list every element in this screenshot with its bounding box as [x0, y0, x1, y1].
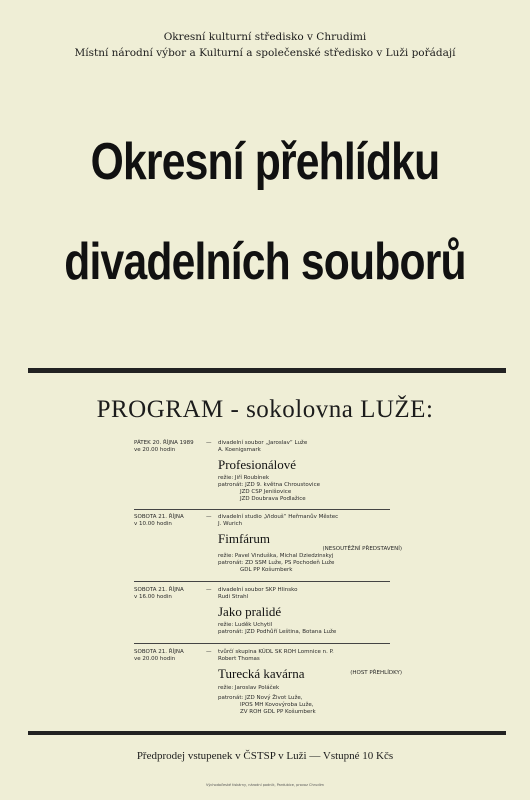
ensemble-name: divadelní soubor „Jaroslav“ Luže	[218, 440, 308, 446]
performance-note: (NESOUTĚŽNÍ PŘEDSTAVENÍ)	[322, 546, 402, 552]
patronage: patronát: JZD Nový Život Luže,	[218, 695, 303, 701]
entry-date: SOBOTA 21. ŘÍJNA ve 20.00 hodin	[134, 649, 184, 662]
patronage: patronát: ZD SSM Luže, PS Pochodeň Luže	[218, 560, 335, 566]
organizer-line-1: Okresní kulturní středisko v Chrudimi	[163, 31, 367, 43]
dash: —	[206, 514, 212, 520]
ensemble-name: divadelní soubor SKP Hlinsko	[218, 587, 298, 593]
director: režie: Jaroslav Poláček	[218, 685, 280, 691]
entry-date: PÁTEK 20. ŘÍJNA 1989 ve 20.00 hodin	[134, 440, 194, 453]
director: režie: Pavel Vinduška, Michal Dziedzinskyj	[218, 553, 334, 559]
poster-title-line-1: Okresní přehlídku	[90, 133, 440, 191]
author: A. Koenigsmark	[218, 447, 261, 453]
entry-body	[218, 514, 402, 574]
director: režie: Jiří Roubínek	[218, 475, 270, 481]
author: J. Wurich	[218, 521, 243, 527]
program-heading: PROGRAM - sokolovna LUŽE:	[96, 396, 434, 423]
play-title: Jako pralidé	[218, 604, 282, 619]
printer-imprint: Východočeské tiskárny, národní podnik, Pardubice, provoz Chrudim	[206, 783, 324, 787]
bottom-rule	[28, 731, 506, 735]
entry-body	[218, 440, 402, 503]
play-title: Turecká kavárna	[218, 666, 305, 681]
dash: —	[206, 649, 212, 655]
entry-date: SOBOTA 21. ŘÍJNA v 10.00 hodin	[134, 514, 184, 527]
author: Rudi Strahl	[218, 594, 249, 600]
ensemble-name: divadelní studio „Vidouš“ Heřmanův Městec	[218, 514, 339, 520]
patronage: patronát: JZD Podhůří Leština, Botana Luže	[218, 629, 337, 635]
author: Robert Thomas	[218, 656, 260, 662]
entry-body	[218, 649, 402, 716]
dash: —	[206, 440, 212, 446]
top-rule	[28, 368, 506, 373]
patronage: JZD CSP Jenišovice	[240, 489, 292, 495]
separator	[134, 509, 390, 510]
patronage: JZD Doubrava Podlažice	[240, 496, 306, 502]
director: režie: Luděk Uchytil	[218, 622, 273, 628]
entry-date: SOBOTA 21. ŘÍJNA v 16.00 hodin	[134, 587, 184, 600]
play-title: Fimfárum	[218, 531, 270, 546]
performance-note: (HOST PŘEHLÍDKY)	[350, 670, 402, 676]
patronage: patronát: JZD 9. května Chroustovice	[218, 482, 320, 488]
separator	[134, 643, 390, 644]
dash: —	[206, 587, 212, 593]
patronage: ZV ROH GDL PP Košumberk	[240, 709, 316, 715]
ticket-info: Předprodej vstupenek v ČSTSP v Luži — Vstupné 10 Kčs	[136, 750, 394, 762]
ensemble-name: tvůrčí skupina KÚDL SK ROH Lomnice n. P.	[218, 649, 334, 655]
organizer-line-2: Místní národní výbor a Kulturní a společenské středisko v Luži pořádají	[74, 47, 456, 59]
patronage: GDL PP Košumberk	[240, 567, 293, 573]
poster-title-line-2: divadelních souborů	[64, 233, 466, 291]
patronage: IPOS MH Kovovýroba Luže,	[240, 702, 314, 708]
play-title: Profesionálové	[218, 457, 296, 472]
separator	[134, 581, 390, 582]
entry-body	[218, 587, 402, 636]
